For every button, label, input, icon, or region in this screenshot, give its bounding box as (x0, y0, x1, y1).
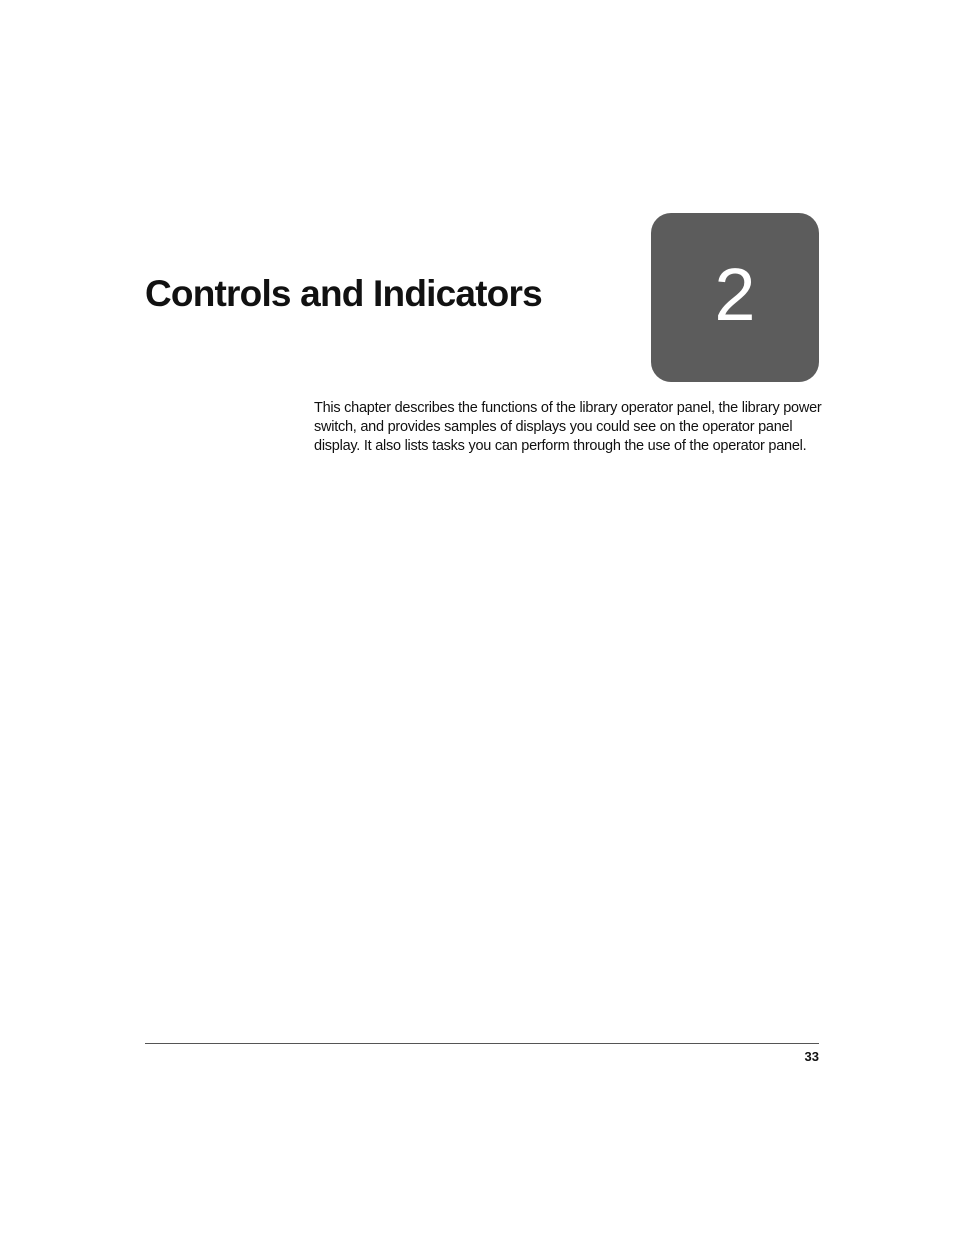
page-number: 33 (804, 1049, 819, 1064)
chapter-number: 2 (714, 252, 756, 336)
chapter-title: Controls and Indicators (145, 273, 542, 314)
chapter-number-badge (651, 213, 819, 382)
footer-divider (145, 1043, 819, 1044)
chapter-intro-paragraph: This chapter describes the functions of the library operator panel, the library power switch, and provides samples of displays you could see on the operator panel display. It also lists tasks you can perform through the use of the operator panel. (314, 400, 822, 454)
